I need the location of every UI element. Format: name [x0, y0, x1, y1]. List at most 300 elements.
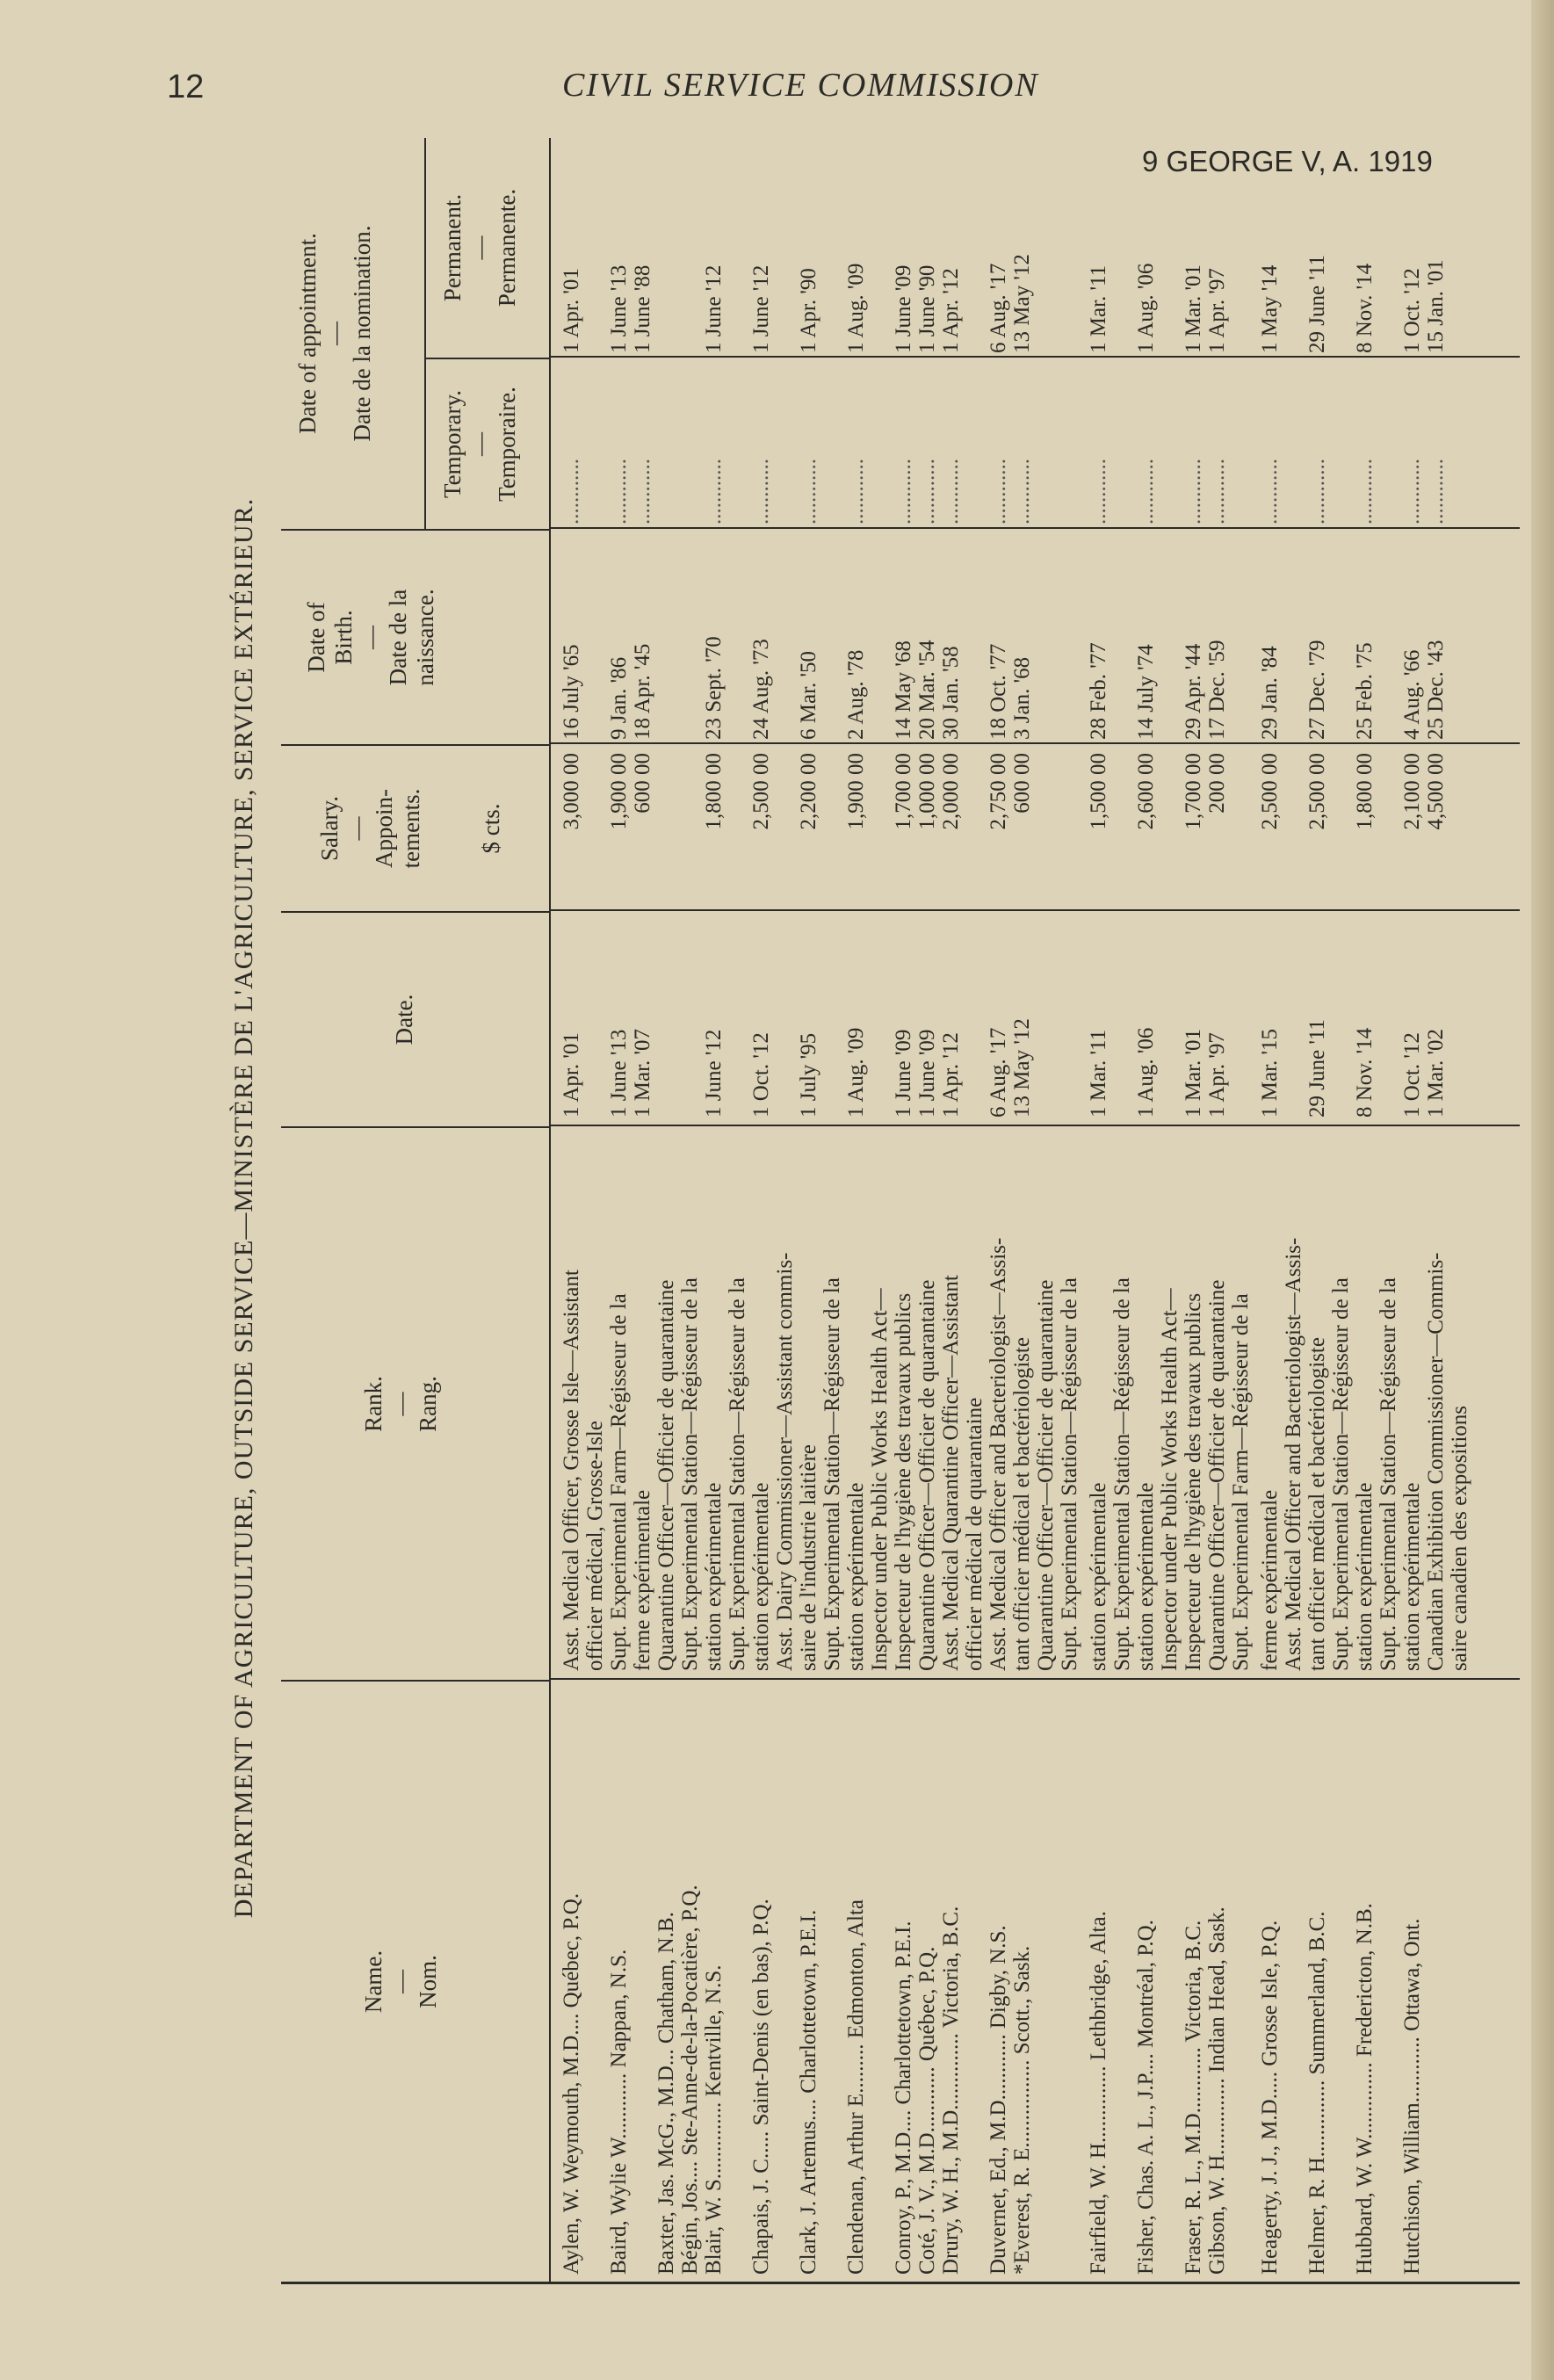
cell-line: Heagerty, J. J., M.D..... Grosse Isle, P.Q. [1258, 1920, 1282, 2275]
table-row [1180, 138, 1256, 2282]
cell-salary [1305, 753, 1329, 907]
cell-line: 1,700 00 [892, 753, 915, 830]
cell-line: Chapais, J. C..... Saint-Denis (en bas), P.Q. [749, 1899, 773, 2275]
cell-line: Clark, J. Artemus.... Charlottetown, P.E.I. [797, 1909, 820, 2275]
cell-line: ............ [1258, 459, 1282, 524]
cell-line: 2,100 00 [1400, 753, 1424, 830]
cell-line: 1,000 00 [915, 753, 939, 830]
cell-line: 1 Apr. '12 [939, 1032, 963, 1118]
cell-line: Quarantine Officer—Officier de quarantaine [1034, 1279, 1058, 1671]
cell-line: 16 July '65 [560, 644, 583, 740]
cell-rank [654, 1131, 702, 1671]
cell-temp [1182, 366, 1229, 524]
cell-line: 29 June '11 [1305, 1019, 1329, 1118]
cell-rank [797, 1131, 844, 1671]
cell-line: 6 Aug. '17 [987, 1027, 1010, 1118]
cell-line: ferme expérimentale [631, 1489, 654, 1671]
cell-perm [1258, 142, 1282, 353]
cell-line: Inspecteur de l'hygiène des travaux publics [892, 1292, 915, 1671]
cell-line: ............ [702, 459, 726, 524]
cell-line: Supt. Experimental Station—Régisseur de la [820, 1277, 844, 1671]
cell-salary [702, 753, 726, 907]
cell-line: ............ [1182, 459, 1205, 524]
cell-line: 1 Mar. '15 [1258, 1028, 1282, 1118]
cell-name [1182, 1690, 1229, 2275]
cell-salary [892, 753, 939, 907]
cell-salary [987, 753, 1034, 907]
cell-date [987, 915, 1034, 1118]
header-temporary: Temporary. — Temporaire. [426, 358, 549, 529]
cell-line: 1 June '09 [892, 1029, 915, 1118]
cell-temp [1087, 366, 1110, 524]
cell-name [654, 1690, 702, 2275]
table-row [1256, 138, 1304, 2282]
cell-line: 18 Oct. '77 [987, 643, 1010, 740]
cell-line: Supt. Experimental Station—Régisseur de la [678, 1277, 702, 1671]
cell-name [1400, 1690, 1424, 2275]
cell-line: Bégin, Jos.... Ste-Anne-de-la-Pocatière, P.Q. [678, 1884, 702, 2275]
table-row [985, 138, 1085, 2282]
header-permanent: Permanent. — Permanente. [439, 188, 520, 307]
cell-line: ............ [607, 459, 631, 524]
cell-line: Asst. Medical Quarantine Officer—Assistant [939, 1275, 963, 1671]
cell-line: station expérimentale [1400, 1482, 1424, 1671]
table-row [937, 138, 985, 2282]
cell-line: Supt. Experimental Station—Régisseur de la [1329, 1277, 1353, 1671]
header-birth: Date of Birth. — Date de la naissance. [281, 529, 549, 744]
cell-line: 3 Jan. '68 [1010, 656, 1034, 740]
cell-birth [1258, 538, 1282, 740]
cell-line: 13 May '12 [1010, 1018, 1034, 1118]
cell-perm [607, 142, 654, 353]
cell-line: 1 June '12 [749, 264, 773, 353]
table-row [1132, 138, 1180, 2282]
cell-line: officier médical de quarantaine [963, 1397, 987, 1671]
cell-rank [749, 1131, 797, 1671]
cell-temp [1134, 366, 1158, 524]
cell-line: 1 Apr. '97 [1205, 268, 1229, 353]
cell-salary [560, 753, 583, 907]
cell-date [797, 915, 820, 1118]
cell-line: ............ [1205, 459, 1229, 524]
cell-line: Asst. Medical Officer and Bacteriologist—Assis- [987, 1237, 1010, 1671]
cell-line: saire de l'industrie laitière [797, 1444, 820, 1671]
cell-date [844, 915, 868, 1118]
cell-date [1353, 915, 1377, 1118]
cell-line: 8 Nov. '14 [1353, 263, 1377, 353]
cell-line: officier médical, Grosse-Isle [583, 1421, 607, 1671]
session-label: 9 GEORGE V, A. 1919 [1142, 145, 1433, 177]
cell-perm [987, 142, 1034, 353]
cell-birth [1134, 538, 1158, 740]
cell-line: station expérimentale [749, 1482, 773, 1671]
header-salary: Salary. — Appoin- tements. $ cts. [281, 744, 549, 911]
cell-line: 1 Apr. '12 [939, 268, 963, 353]
cell-line: 17 Dec. '59 [1205, 640, 1229, 740]
cell-line: 1 May '14 [1258, 264, 1282, 353]
cell-rank [1353, 1131, 1400, 1671]
cell-line: 1 June '88 [631, 264, 654, 353]
cell-salary [844, 753, 868, 907]
cell-line: ............ [749, 459, 773, 524]
cell-name [797, 1690, 820, 2275]
cell-birth [844, 538, 868, 740]
table-row [605, 138, 653, 2282]
cell-line: Duvernet, Ed., M.D............ Digby, N.S. [987, 1925, 1010, 2275]
cell-line: 13 May '12 [1010, 254, 1034, 353]
cell-line: 1 Mar. '11 [1087, 1029, 1110, 1118]
cell-line: Quarantine Officer—Officier de quarantaine [1205, 1279, 1229, 1671]
cell-line: 2,500 00 [749, 753, 773, 830]
cell-line: 2,200 00 [797, 753, 820, 830]
cell-line: 1 June '09 [915, 1029, 939, 1118]
table-row [890, 138, 937, 2282]
cell-temp [844, 366, 868, 524]
cell-line: Supt. Experimental Station—Régisseur de la [726, 1277, 749, 1671]
cell-line: ............ [1353, 459, 1377, 524]
cell-line: ............ [1400, 459, 1424, 524]
cell-line: 1 Apr. '90 [797, 268, 820, 353]
page-number: 12 [167, 69, 205, 105]
cell-line: 1 July '95 [797, 1032, 820, 1118]
cell-line: 25 Dec. '43 [1424, 640, 1448, 740]
cell-rank [844, 1131, 892, 1671]
cell-line: Quarantine Officer—Officier de quarantaine [654, 1279, 678, 1671]
cell-line: Baird, Wylie W............ Nappan, N.S. [607, 1949, 631, 2275]
cell-line: 1 Aug. '06 [1134, 263, 1158, 353]
cell-line: Drury, W. H., M.D.............. Victoria, B.C. [939, 1906, 963, 2275]
cell-line: *Everest, R. E................ Scott., Sask. [1010, 1945, 1034, 2275]
cell-line: Quarantine Officer—Officier de quarantaine [915, 1279, 939, 1671]
cell-name [844, 1690, 868, 2275]
cell-line: 15 Jan. '01 [1424, 259, 1448, 353]
cell-temp [797, 366, 820, 524]
table-row [1351, 138, 1399, 2282]
cell-salary [1400, 753, 1448, 907]
cell-date [1400, 915, 1448, 1118]
cell-perm [1353, 142, 1377, 353]
cell-date [560, 915, 583, 1118]
cell-line: 1,800 00 [1353, 753, 1377, 830]
cell-name [1087, 1690, 1110, 2275]
cell-line: 1 Aug. '06 [1134, 1027, 1158, 1118]
cell-line: 1,700 00 [1182, 753, 1205, 830]
cell-salary [1258, 753, 1282, 907]
table-row [653, 138, 700, 2282]
cell-line: ............ [987, 459, 1010, 524]
table-row [1085, 138, 1132, 2282]
table-row [1304, 138, 1351, 2282]
cell-name [892, 1690, 939, 2275]
cell-line: 1,800 00 [702, 753, 726, 830]
cell-line: 25 Feb. '75 [1353, 642, 1377, 740]
cell-line: 2,000 00 [939, 753, 963, 830]
cell-line: 14 May '68 [892, 640, 915, 740]
cell-line: 2,750 00 [987, 753, 1010, 830]
cell-date [1087, 915, 1110, 1118]
page-edge-shadow [1531, 0, 1554, 2380]
cell-rank [1305, 1131, 1353, 1671]
cell-line: Asst. Medical Officer and Bacteriologist—Assis- [1282, 1237, 1305, 1671]
cell-birth [939, 538, 963, 740]
cell-salary [797, 753, 820, 907]
cell-line: Aylen, W. Weymouth, M.D.... Québec, P.Q. [560, 1892, 583, 2275]
cell-birth [749, 538, 773, 740]
cell-line: Supt. Experimental Farm—Régisseur de la [1229, 1293, 1253, 1671]
cell-rank [892, 1131, 939, 1671]
cell-line: 1 Apr. '97 [1205, 1032, 1229, 1118]
cell-line: 23 Sept. '70 [702, 636, 726, 740]
cell-rank [1258, 1131, 1305, 1671]
cell-line: 1 Oct. '12 [749, 1032, 773, 1118]
cell-line: 1,900 00 [607, 753, 631, 830]
cell-perm [1400, 142, 1448, 353]
cell-birth [702, 538, 726, 740]
cell-line: 4 Aug. '66 [1400, 649, 1424, 740]
cell-perm [939, 142, 963, 353]
cell-date [1258, 915, 1282, 1118]
cell-line: 1 Mar. '11 [1087, 264, 1110, 353]
cell-salary [1087, 753, 1110, 907]
cell-name [1134, 1690, 1158, 2275]
cell-line: Conroy, P., M.D.... Charlottetown, P.E.I. [892, 1921, 915, 2275]
cell-line: Supt. Experimental Station—Régisseur de la [1110, 1277, 1134, 1671]
cell-line: 24 Aug. '73 [749, 639, 773, 740]
table-row [795, 138, 842, 2282]
cell-line: station expérimentale [844, 1482, 868, 1671]
cell-line: ............ [1305, 459, 1329, 524]
cell-salary [607, 753, 654, 907]
cell-line: ............ [560, 459, 583, 524]
cell-line: Coté, J. V., M.D............ Québec, P.Q. [915, 1946, 939, 2275]
cell-birth [1182, 538, 1229, 740]
cell-line: 29 June '11 [1305, 255, 1329, 353]
cell-line: 1 Oct. '12 [1400, 1032, 1424, 1118]
cell-line: 1 June '12 [702, 1029, 726, 1118]
cell-line: 1 Mar. '01 [1182, 264, 1205, 353]
cell-line: 29 Apr. '44 [1182, 643, 1205, 740]
cell-birth [1353, 538, 1377, 740]
cell-line: 2,500 00 [1258, 753, 1282, 830]
cell-line: 29 Jan. '84 [1258, 646, 1282, 740]
cell-temp [702, 366, 726, 524]
cell-perm [797, 142, 820, 353]
cell-line: 4,500 00 [1424, 753, 1448, 830]
cell-temp [749, 366, 773, 524]
cell-birth [607, 538, 654, 740]
cell-date [702, 915, 726, 1118]
cell-line: 1 Apr. '01 [560, 268, 583, 353]
table-body [558, 138, 1475, 2282]
cell-line: Hubbard, W. W.............. Fredericton, N.B. [1353, 1903, 1377, 2275]
cell-line: 1,500 00 [1087, 753, 1110, 830]
cell-line: Blair, W. S.............. Kentville, N.S. [702, 1964, 726, 2275]
header-name: Name. — Nom. [281, 1680, 549, 2282]
cell-birth [560, 538, 583, 740]
cell-temp [1258, 366, 1282, 524]
cell-line: station expérimentale [702, 1482, 726, 1671]
cell-salary [939, 753, 963, 907]
cell-rank [702, 1131, 749, 1671]
cell-line: 9 Jan. '86 [607, 656, 631, 740]
cell-line: 20 Mar. '54 [915, 640, 939, 740]
cell-perm [1305, 142, 1329, 353]
table-row [558, 138, 605, 2282]
cell-rank [607, 1131, 654, 1671]
cell-perm [844, 142, 868, 353]
cell-line: 1,900 00 [844, 753, 868, 830]
table-row [1399, 138, 1475, 2282]
cell-line: 1 June '90 [915, 264, 939, 353]
cell-line: ............ [631, 459, 654, 524]
cell-line: 1 June '13 [607, 1029, 631, 1118]
cell-line: Baxter, Jas. McG., M.D... Chatham, N.B. [654, 1912, 678, 2275]
cell-birth [1305, 538, 1329, 740]
table-title: DEPARTMENT OF AGRICULTURE, OUTSIDE SERVICE—MINISTÈRE DE L'AGRICULTURE, SERVICE EXTÉRIEUR. [229, 497, 258, 1919]
cell-birth [797, 538, 820, 740]
cell-line: ............ [892, 459, 915, 524]
header-appointment: Date of appointment. — Date de la nomination. [281, 138, 426, 529]
cell-line: 1 June '12 [702, 264, 726, 353]
cell-date [749, 915, 773, 1118]
running-title: CIVIL SERVICE COMMISSION [562, 67, 1039, 104]
cell-line: Supt. Experimental Station—Régisseur de la [1377, 1277, 1400, 1671]
cell-line: 1 Aug. '09 [844, 263, 868, 353]
cell-line: Fairfield, W. H.............. Lethbridge, Alta. [1087, 1911, 1110, 2275]
cell-line: 600 00 [631, 753, 654, 814]
cell-name [607, 1690, 631, 2275]
cell-line: 27 Dec. '79 [1305, 640, 1329, 740]
cell-line: 1 June '13 [607, 264, 631, 353]
cell-line: saire canadien des expositions [1448, 1406, 1471, 1671]
cell-temp [1353, 366, 1377, 524]
cell-perm [1182, 142, 1229, 353]
cell-line: Hutchison, William............ Ottawa, Ont. [1400, 1918, 1424, 2275]
cell-perm [749, 142, 773, 353]
cell-line: 6 Aug. '17 [987, 263, 1010, 353]
cell-salary [1134, 753, 1158, 907]
salary-units: $ cts. [478, 803, 504, 854]
cell-line: ferme expérimentale [1258, 1489, 1282, 1671]
cell-line: 1 Mar. '01 [1182, 1028, 1205, 1118]
cell-perm [560, 142, 583, 353]
cell-line: 1 June '09 [892, 264, 915, 353]
cell-perm [702, 142, 726, 353]
cell-line: Clendenan, Arthur E......... Edmonton, Alta [844, 1899, 868, 2275]
cell-name [939, 1690, 963, 2275]
cell-rank [560, 1131, 607, 1671]
cell-line: 600 00 [1010, 753, 1034, 814]
cell-rank [1087, 1131, 1134, 1671]
cell-rank [1182, 1131, 1253, 1671]
cell-line: ............ [1424, 459, 1448, 524]
cell-line: 1 Apr. '01 [560, 1032, 583, 1118]
cell-line: Supt. Experimental Farm—Régisseur de la [607, 1293, 631, 1671]
cell-perm [1087, 142, 1110, 353]
cell-line: Fisher, Chas. A. L., J.P.... Montréal, P.Q. [1134, 1920, 1158, 2275]
cell-name [749, 1690, 773, 2275]
table-row [842, 138, 890, 2282]
cell-line: 2,600 00 [1134, 753, 1158, 830]
cell-birth [892, 538, 939, 740]
cell-temp [987, 366, 1034, 524]
cell-line: 1 Mar. '02 [1424, 1028, 1448, 1118]
cell-line: ............ [797, 459, 820, 524]
rotated-table-block [220, 132, 1529, 2284]
cell-rank [1134, 1131, 1182, 1671]
cell-line: station expérimentale [1353, 1482, 1377, 1671]
cell-temp [560, 366, 583, 524]
cell-line: 200 00 [1205, 753, 1229, 814]
cell-rank [1400, 1131, 1471, 1671]
cell-temp [1400, 366, 1448, 524]
cell-line: Asst. Medical Officer, Grosse Isle—Assistant [560, 1270, 583, 1671]
cell-salary [1182, 753, 1229, 907]
cell-line: ............ [1010, 459, 1034, 524]
cell-line: ............ [939, 459, 963, 524]
header-date: Date. [281, 911, 549, 1126]
cell-date [607, 915, 654, 1118]
cell-line: 1 Oct. '12 [1400, 268, 1424, 353]
cell-line: tant officier médical et bactériologiste [1305, 1337, 1329, 1671]
cell-birth [1400, 538, 1448, 740]
cell-birth [1087, 538, 1110, 740]
cell-line: station expérimentale [1134, 1482, 1158, 1671]
cell-line: 8 Nov. '14 [1353, 1027, 1377, 1118]
cell-line: 1 Aug. '09 [844, 1027, 868, 1118]
cell-line: Inspector under Public Works Health Act— [1158, 1288, 1182, 1671]
cell-temp [939, 366, 963, 524]
cell-date [1134, 915, 1158, 1118]
cell-salary [749, 753, 773, 907]
cell-salary [1353, 753, 1377, 907]
cell-line: Inspecteur de l'hygiène des travaux publics [1182, 1292, 1205, 1671]
cell-line: ............ [915, 459, 939, 524]
cell-line: Canadian Exhibition Commissioner—Commis- [1424, 1252, 1448, 1671]
cell-line: ............ [1087, 459, 1110, 524]
cell-line: 2 Aug. '78 [844, 649, 868, 740]
header-rank: Rank. — Rang. [281, 1126, 549, 1680]
cell-name [702, 1690, 726, 2275]
cell-perm [892, 142, 939, 353]
cell-line: ............ [1134, 459, 1158, 524]
cell-date [892, 915, 939, 1118]
header-rule [549, 138, 551, 2282]
cell-line: Asst. Dairy Commissioner—Assistant commis- [773, 1252, 797, 1671]
cell-line: 2,500 00 [1305, 753, 1329, 830]
cell-line: 3,000 00 [560, 753, 583, 830]
cell-date [939, 915, 963, 1118]
cell-birth [987, 538, 1034, 740]
cell-date [1182, 915, 1229, 1118]
cell-line: Helmer, R. H.............. Summerland, B.C. [1305, 1911, 1329, 2275]
table-row [748, 138, 795, 2282]
cell-line: ............ [844, 459, 868, 524]
cell-line: 1 Mar. '07 [631, 1028, 654, 1118]
cell-line: Supt. Experimental Station—Régisseur de la [1058, 1277, 1081, 1671]
cell-line: 18 Apr. '45 [631, 643, 654, 740]
cell-line: 6 Mar. '50 [797, 650, 820, 740]
cell-date [1305, 915, 1329, 1118]
cell-line: Inspector under Public Works Health Act— [868, 1288, 892, 1671]
cell-line: station expérimentale [1087, 1482, 1110, 1671]
cell-temp [1305, 366, 1329, 524]
cell-line: tant officier médical et bactériologiste [1010, 1337, 1034, 1671]
staff-table [281, 138, 1520, 2284]
cell-name [987, 1690, 1034, 2275]
cell-rank [939, 1131, 987, 1671]
cell-temp [607, 366, 654, 524]
